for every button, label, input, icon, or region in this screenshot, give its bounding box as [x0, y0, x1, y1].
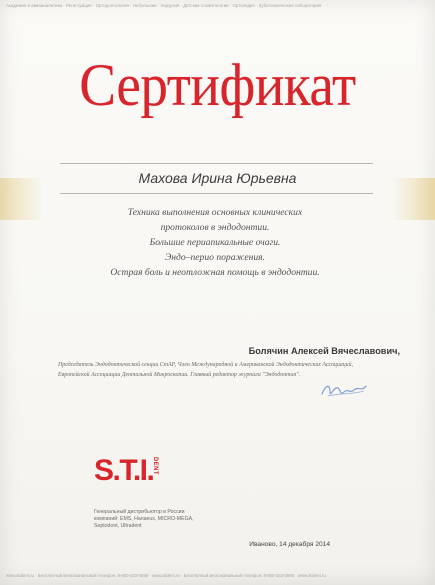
- header-strip: Академия и авиааналитика · Регистрация · Ортодонтология · Небольшие · Хирургия · Детская стоматология · Ортопедия · Зуботехническая лаборатория: [6, 3, 322, 8]
- recipient-name: Махова Ирина Юрьевна: [138, 170, 297, 186]
- logo-text: S.T.I.: [94, 454, 154, 487]
- signer-name: Болячин Алексей Вячеславович,: [248, 346, 400, 356]
- certificate-title: Сертификат: [79, 52, 356, 118]
- topic-line: протоколов в эндодонтии.: [160, 222, 270, 233]
- distributor-line: Septodont, Ultradent: [94, 523, 142, 530]
- topic-line: Острая боль и неотложная помощь в эндодонтии.: [110, 267, 320, 278]
- course-topics: [100, 205, 330, 280]
- name-top-rule: [60, 163, 373, 164]
- sti-dent-logo: [94, 453, 158, 493]
- topic-line: Эндо–перио поражения.: [165, 252, 265, 263]
- topic-line: Большие периапикальные очаги.: [149, 237, 281, 248]
- topic-line: Техника выполнения основных клинических: [127, 207, 303, 218]
- signature-icon: [318, 378, 370, 402]
- place-and-date: Иваново, 14 декабря 2014: [249, 541, 330, 548]
- footer-strip: www.stident.ru · Бесплатный многоканальный телефон: 8-800-333-0598 · www.stident.ru · Бесплатный многоканальный телефон: 8-800-333-0598 · www.stident.ru: [6, 573, 326, 578]
- distributor-line: Генеральный дистрибьютор в России: [94, 509, 185, 515]
- distributor-line: компаний: EMS, Hanaeus, MICRO-MEGA,: [94, 516, 194, 523]
- logo-subtext: DENT: [152, 457, 158, 475]
- signer-description: Председатель Эндодонтической секции СтАР, Член Международной и Американской Эндодонтических Ассоциаций, Европейской Ассоциации Дентальной Микроскопии. Главный редактор журнала "Эндодонтия".: [58, 362, 354, 378]
- name-bottom-rule: [60, 193, 373, 194]
- distributor-info: [94, 509, 224, 531]
